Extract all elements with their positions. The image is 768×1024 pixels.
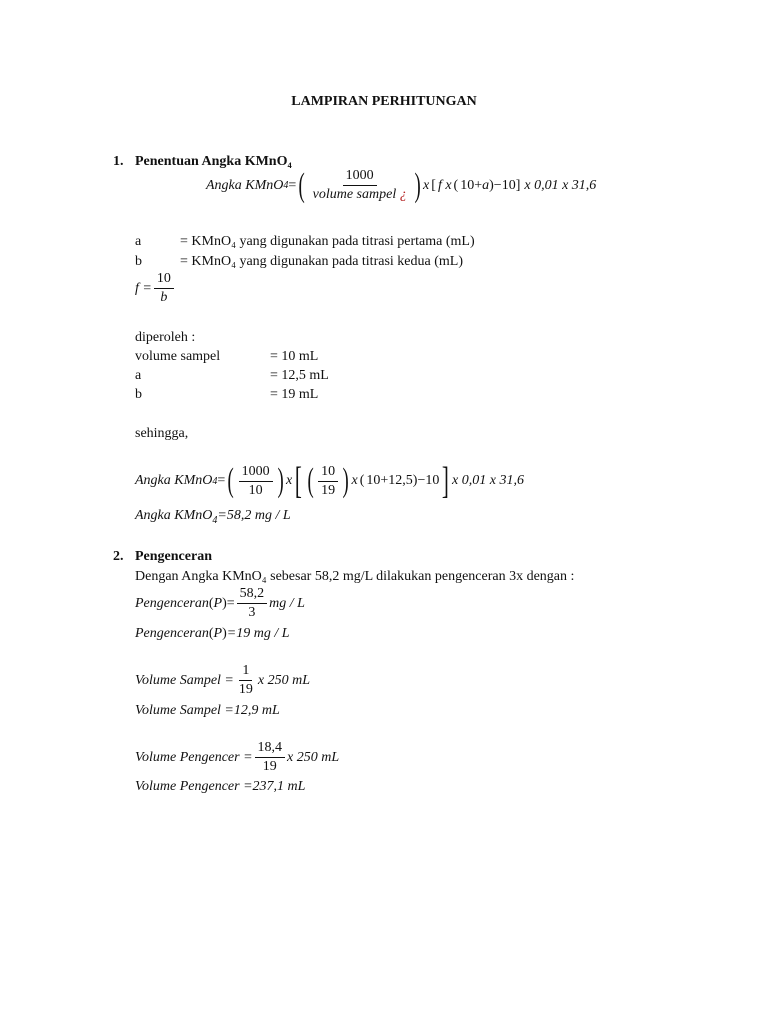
formula-angka-kmno4: Angka KMnO 4 = ( $\frac{1000}{\text{volume sampel ¿}}$ ) x [ f x ( 10+ a ) −10 ] x 0,01 x 31,6 <box>206 166 597 204</box>
formula-lhs-sub: 4 <box>283 180 289 191</box>
pengenceran-formula: Pengenceran ( P )= $\frac{58,2}{3}$ mg / L <box>135 586 305 620</box>
calc-result: Angka KMnO$_4$=58,2 mg / L <box>135 508 291 526</box>
calc-d1: 10 <box>248 482 263 498</box>
formula-a: a <box>482 177 490 193</box>
volume-pengencer-result: Volume Pengencer =237,1 mL <box>135 779 306 794</box>
calc-n2: 10 <box>318 464 338 482</box>
calc-n1: 1000 <box>239 464 273 482</box>
vp-num: 18,4 <box>255 740 286 758</box>
section-1-number: 1. <box>113 154 124 169</box>
f-lhs: f = <box>135 280 152 296</box>
vp-den: 19 <box>262 759 277 774</box>
f-denominator: b <box>160 290 168 305</box>
def-a: a = KMnO₄ yang digunakan pada titrasi pertama (mL) <box>135 234 475 249</box>
formula-minus: −10 <box>493 177 516 193</box>
formula-tail: x 0,01 x 31,6 <box>524 177 597 193</box>
section-2-heading <box>113 549 212 565</box>
pengenceran-result: Pengenceran(P)=19 mg / L <box>135 626 290 641</box>
volume-pengencer-formula: Volume Pengencer = $\frac{18,4}{19}$ x 250 mL <box>135 740 340 774</box>
f-numerator: 10 <box>154 271 174 289</box>
diperoleh-label: diperoleh : <box>135 330 196 345</box>
formula-f <box>135 271 176 306</box>
section-2-number: 2. <box>113 549 124 564</box>
page-title: LAMPIRAN PERHITUNGAN <box>291 94 477 109</box>
val-volume-sampel: volume sampel = 10 mL <box>135 349 319 364</box>
sehingga-label: sehingga, <box>135 426 189 441</box>
calc-angka-kmno4: Angka KMnO 4 = ( $\frac{1000}{10}$ ) x [ ( $\frac{10}{19}$ ) x ( 10+12,5 ) −10 ] x 0,01 x 31,6 <box>135 460 524 502</box>
pengenceran-num: 58,2 <box>237 586 268 604</box>
pengenceran-den: 3 <box>248 605 256 620</box>
formula-lhs: Angka KMnO <box>206 177 284 193</box>
formula-inner: 10+ <box>460 177 483 193</box>
formula-f: f x <box>437 177 452 193</box>
volume-sampel-formula: Volume Sampel = $\frac{1}{19}$ x 250 mL <box>135 663 310 697</box>
formula-denominator: volume sampel ¿ <box>312 187 407 202</box>
formula-mark: ¿ <box>399 187 407 202</box>
def-b: b = KMnO₄ yang digunakan pada titrasi kedua (mL) <box>135 254 463 269</box>
formula-fraction <box>310 168 410 203</box>
section-2-intro: Dengan Angka KMnO₄ sebesar 58,2 mg/L dilakukan pengenceran 3x dengan : <box>135 569 575 584</box>
val-b: b = 19 mL <box>135 387 319 402</box>
vs-num: 1 <box>239 663 252 681</box>
formula-x: x <box>423 177 430 193</box>
section-2-title: Pengenceran <box>135 549 212 564</box>
calc-tail: x 0,01 x 31,6 <box>452 473 524 488</box>
volume-sampel-result: Volume Sampel =12,9 mL <box>135 703 280 718</box>
vs-den: 19 <box>238 682 253 697</box>
calc-inner: 10+12,5 <box>366 473 413 488</box>
calc-d2: 19 <box>321 482 336 498</box>
section-1-title: Penentuan Angka KMnO₄ <box>135 154 292 169</box>
formula-numerator: 1000 <box>343 168 377 186</box>
val-a: a = 12,5 mL <box>135 368 329 383</box>
